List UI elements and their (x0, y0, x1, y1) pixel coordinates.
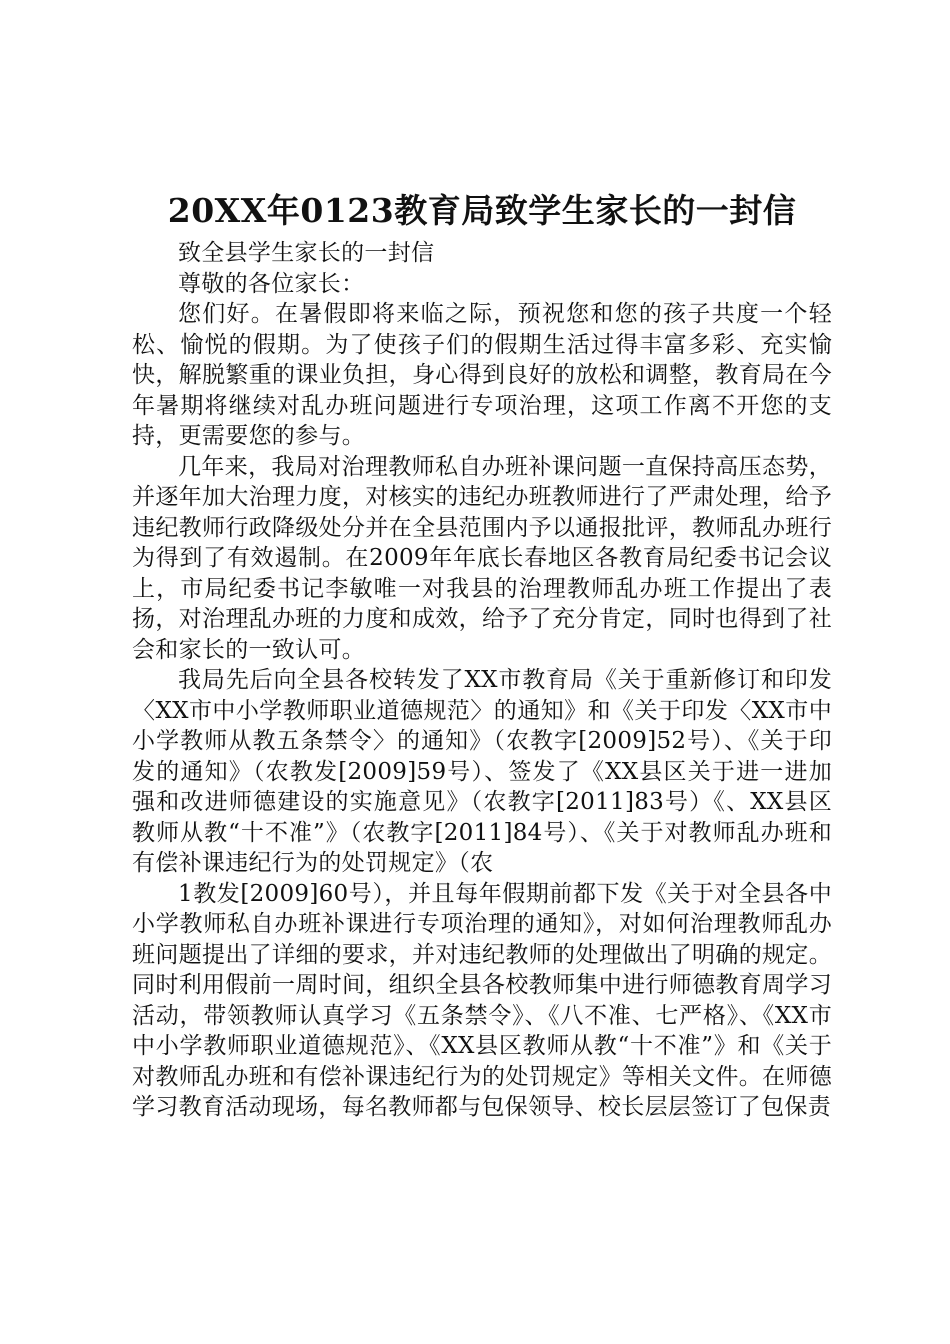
document-title: 20XX年0123教育局致学生家长的一封信 (167, 191, 797, 230)
letter-heading: 致全县学生家长的一封信 (178, 240, 435, 266)
paragraph-documents: 我局先后向全县各校转发了XX市教育局《关于重新修订和印发〈XX市中小学教师职业道德规范〉的通知》和《关于印发〈XX市中小学教师从教五条禁令〉的通知》（农教字[2009]52号）、《关于印发的通知》（农教发[2009]59号）、签发了《XX县区关于进一进加强和改进师德建设的实施意见》（农教字[2011]83号）《、XX县区教师从教“十不准”》（农教字[2011]84号）、《关于对教师乱办班和有偿补课违纪行为的处罚规定》（农 (132, 667, 832, 876)
document-body (132, 186, 832, 1123)
paragraph-measures: 1教发[2009]60号），并且每年假期前都下发《关于对全县各中小学教师私自办班补课进行专项治理的通知》，对如何治理教师乱办班问题提出了详细的要求，并对违纪教师的处理做出了明确的规定。同时利用假前一周时间，组织全县各校教师集中进行师德教育周学习活动，带领教师认真学习《五条禁令》、《八不准、七严格》、《XX市中小学教师职业道德规范》、《XX县区教师从教“十不准”》和《关于对教师乱办班和有偿补课违纪行为的处罚规定》等相关文件。在师德学习教育活动现场，每名教师都与包保领导、校长层层签订了包保责 (132, 880, 832, 1120)
paragraph-history: 几年来，我局对治理教师私自办班补课问题一直保持高压态势，并逐年加大治理力度，对核实的违纪办班教师进行了严肃处理，给予违纪教师行政降级处分并在全县范围内予以通报批评，教师乱办班行为得到了有效遏制。在2009年年底长春地区各教育局纪委书记会议上，市局纪委书记李敏唯一对我县的治理教师乱办班工作提出了表扬，对治理乱办班的力度和成效，给予了充分肯定，同时也得到了社会和家长的一致认可。 (132, 453, 832, 663)
salutation: 尊敬的各位家长： (178, 270, 365, 297)
paragraph-greeting: 您们好。在暑假即将来临之际，预祝您和您的孩子共度一个轻松、愉悦的假期。为了使孩子们的假期生活过得丰富多彩、充实愉快，解脱繁重的课业负担，身心得到良好的放松和调整，教育局在今年暑期将继续对乱办班问题进行专项治理，这项工作离不开您的支持，更需要您的参与。 (132, 301, 832, 449)
